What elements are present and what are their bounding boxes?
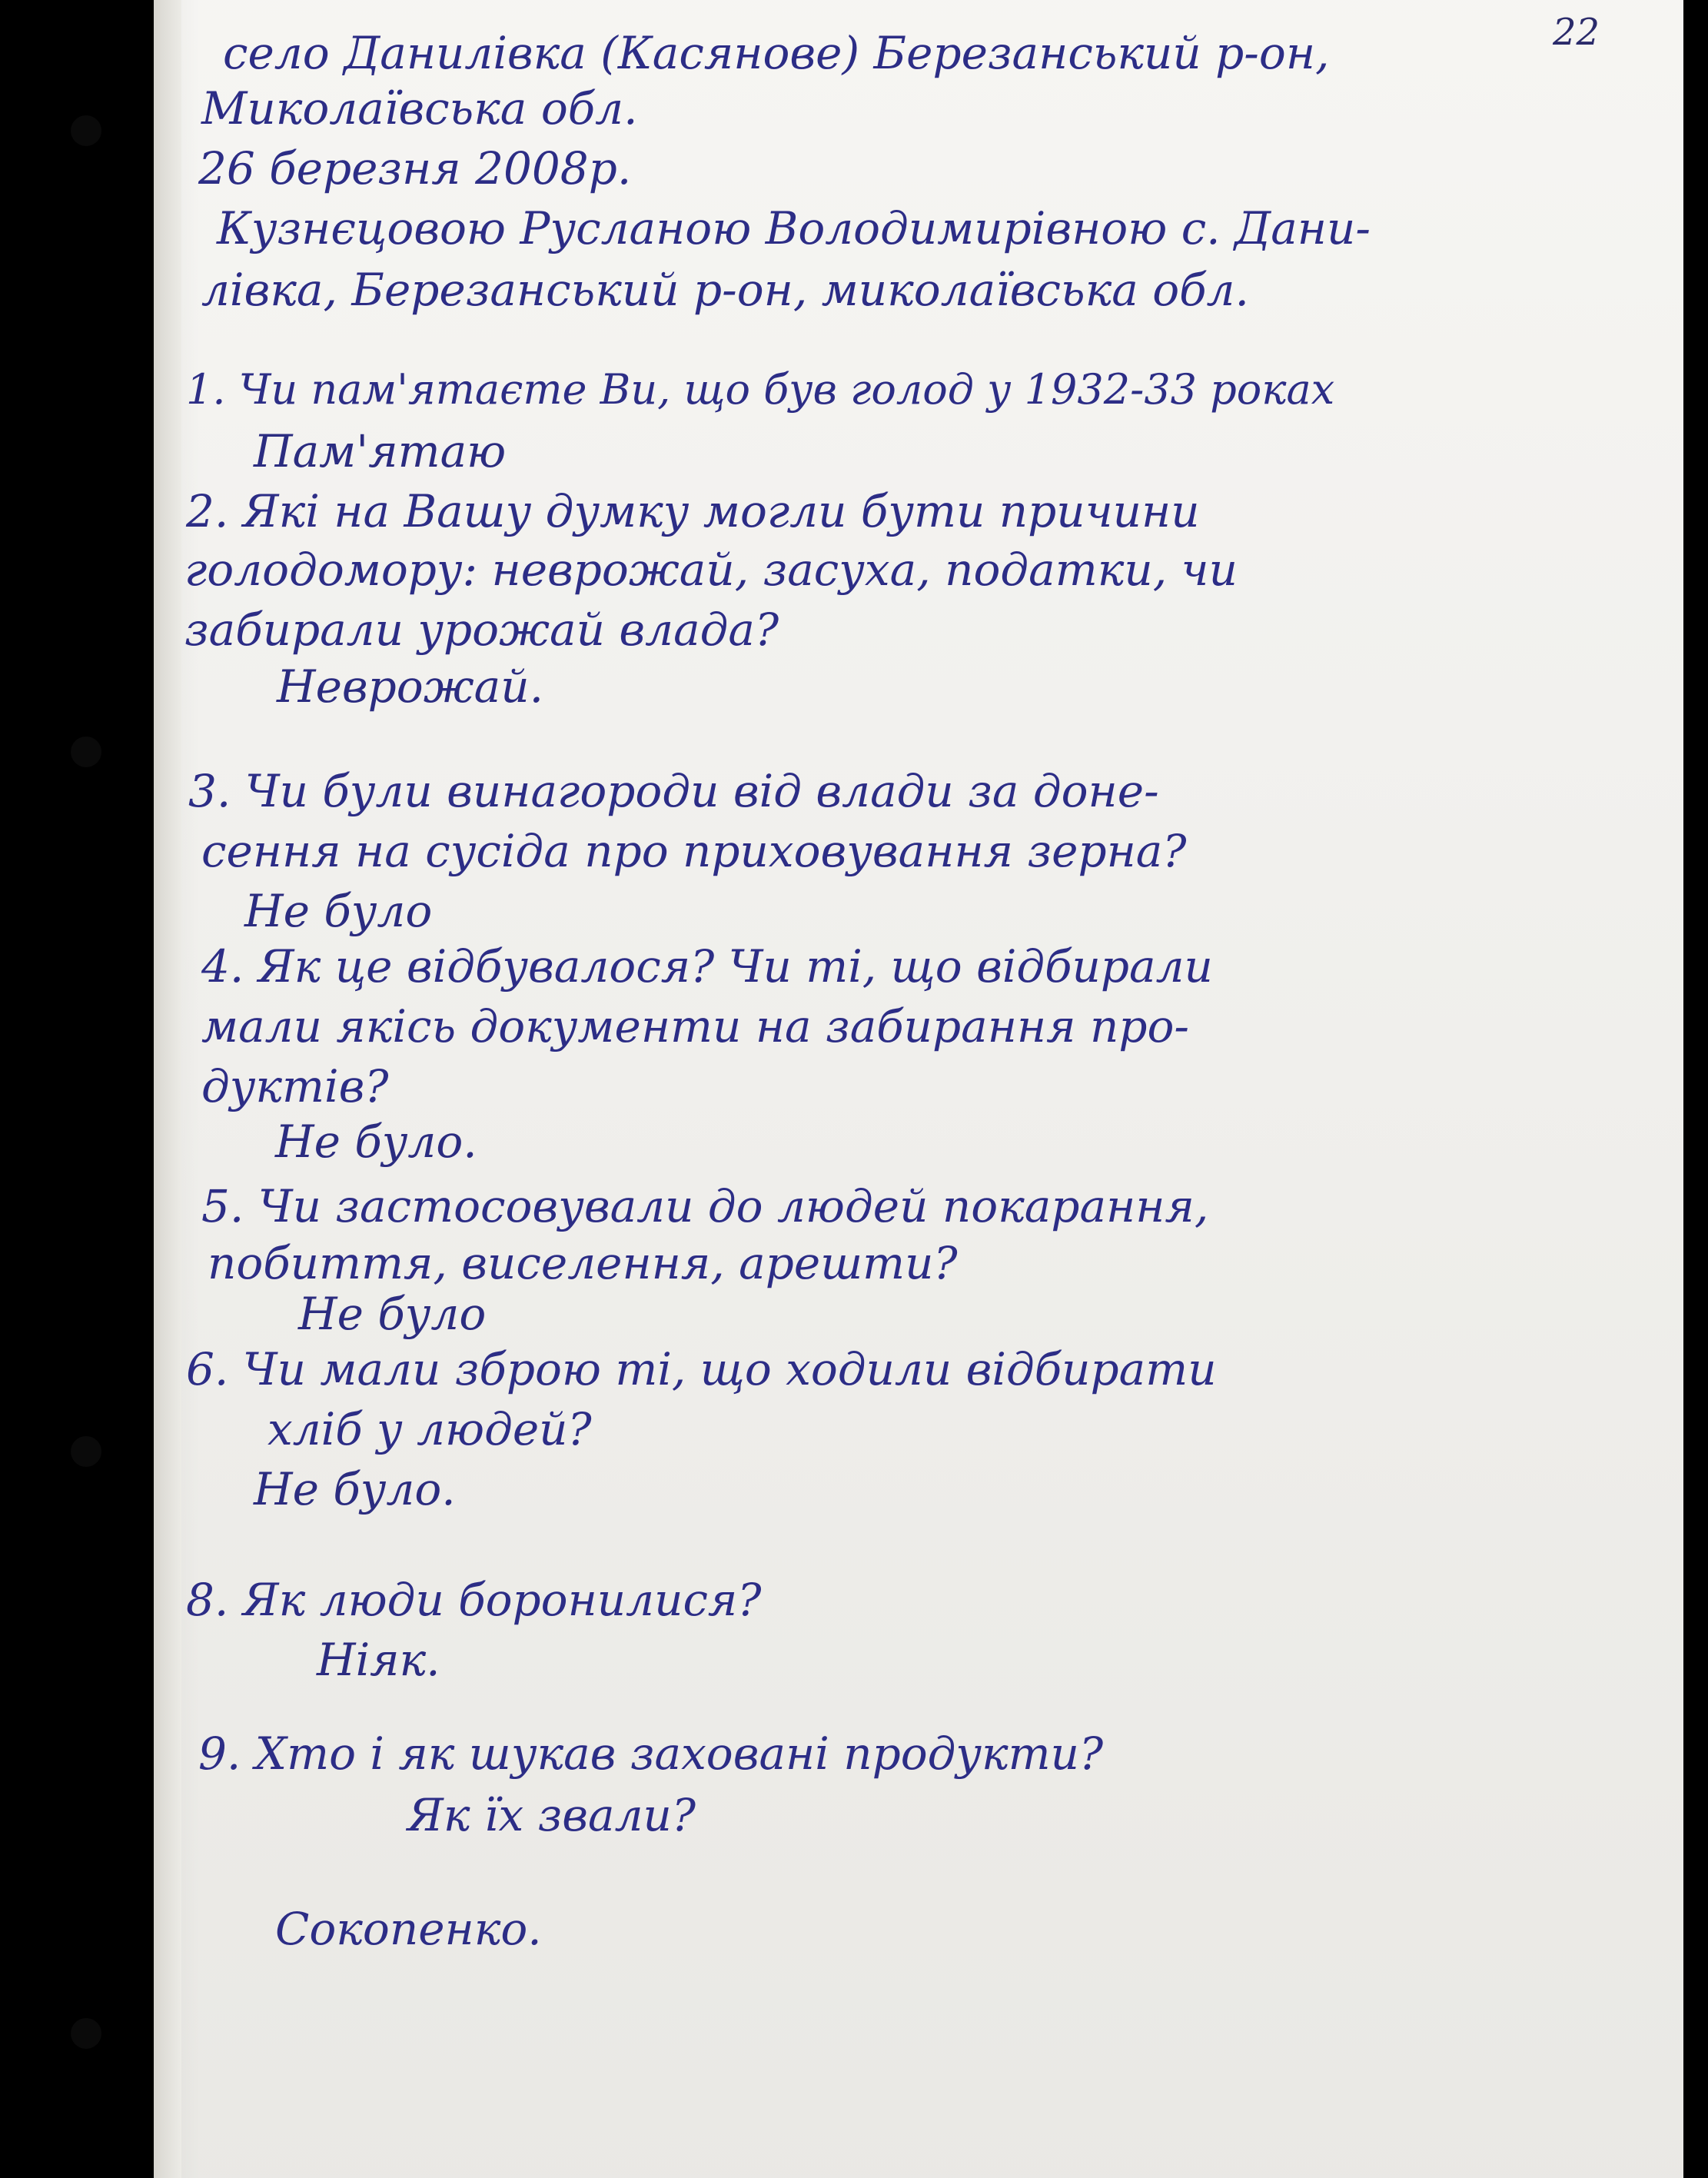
question-3-line-2: сення на сусіда про приховування зерна? (201, 825, 1187, 877)
question-6-line-2: хліб у людей? (267, 1403, 592, 1455)
question-8-answer: Ніяк. (317, 1634, 440, 1686)
signature: Сокопенко. (275, 1903, 542, 1955)
question-5-line-2: побиття, виселення, арешти? (208, 1237, 958, 1289)
interviewee-line-1: Кузнєцовою Русланою Володимирівною с. Дани- (217, 202, 1371, 254)
question-3-answer: Не було (244, 885, 433, 937)
question-1-line-1: 1. Чи пам'ятаєте Ви, що був голод у 1932-33 роках (186, 365, 1335, 414)
question-4-line-3: дуктів? (201, 1060, 389, 1112)
question-2-line-2: голодомору: неврожай, засуха, податки, чи (184, 544, 1238, 596)
question-5-line-1: 5. Чи застосовували до людей покарання, (201, 1180, 1209, 1232)
question-2-answer: Неврожай. (277, 660, 544, 713)
question-2-line-3: забирали урожай влада? (184, 604, 779, 656)
question-4-answer: Не було. (275, 1116, 477, 1168)
question-6-answer: Не було. (254, 1463, 456, 1515)
punch-hole (71, 115, 101, 146)
header-location-line: село Данилівка (Касянове) Березанський р-он, (223, 27, 1330, 79)
header-region-line: Миколаївська обл. (201, 82, 638, 135)
header-date: 26 березня 2008р. (198, 142, 632, 195)
question-3-line-1: 3. Чи були винагороди від влади за доне- (188, 765, 1159, 817)
punch-hole (71, 1436, 101, 1467)
question-4-line-1: 4. Як це відбувалося? Чи ті, що відбирали (201, 940, 1213, 993)
question-8-line-1: 8. Як люди боронилися? (186, 1574, 762, 1626)
question-6-line-1: 6. Чи мали зброю ті, що ходили відбирати (186, 1343, 1217, 1395)
page-number: 22 (1553, 11, 1600, 54)
interviewee-line-2: лівка, Березанський р-он, миколаївська обл. (201, 264, 1249, 316)
question-9-line-1: 9. Хто і як шукав заховані продукти? (198, 1727, 1104, 1780)
paper-left-edge (154, 0, 181, 2178)
question-9-line-2: Як їх звали? (407, 1789, 696, 1841)
question-2-line-1: 2. Які на Вашу думку могли бути причини (186, 485, 1200, 537)
punch-hole (71, 737, 101, 767)
question-5-answer: Не було (298, 1288, 487, 1340)
question-1-answer: Пам'ятаю (254, 425, 507, 477)
question-4-line-2: мали якісь документи на забирання про- (201, 1000, 1189, 1052)
punch-hole (71, 2018, 101, 2049)
